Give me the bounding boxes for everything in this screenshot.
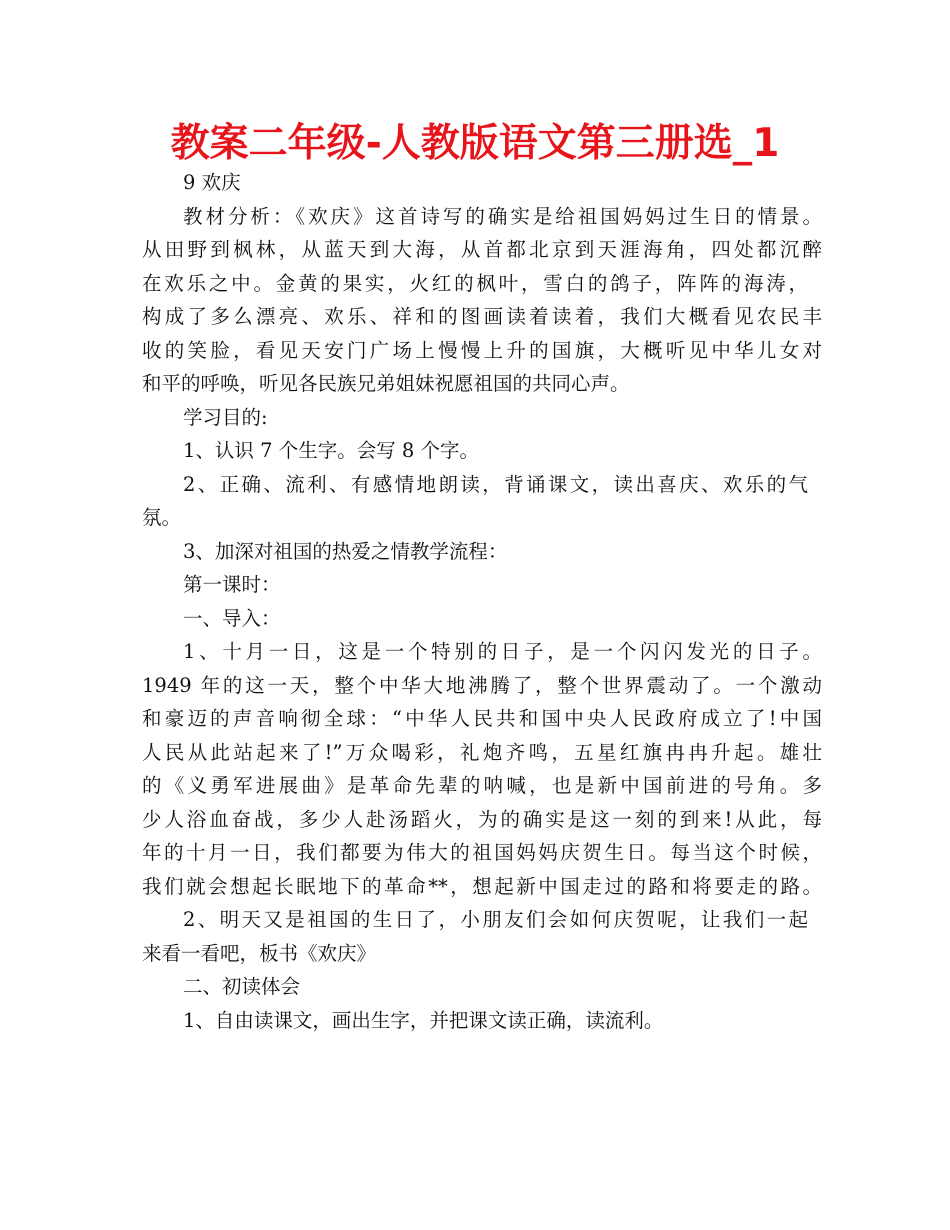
section-heading: 9 欢庆: [183, 171, 241, 194]
paragraph-line: 我们就会想起长眠地下的革命**，想起新中国走过的路和将要走的路。: [142, 874, 822, 898]
paragraph-line: 和平的呼唤，听见各民族兄弟姐妹祝愿祖国的共同心声。: [142, 372, 630, 395]
paragraph-line: 2、正确、流利、有感情地朗读，背诵课文，读出喜庆、欢乐的气: [183, 472, 808, 496]
paragraph-line: 收的笑脸，看见天安门广场上慢慢上升的国旗，大概听见中华儿女对: [142, 338, 822, 362]
paragraph-line: 来看一看吧，板书《欢庆》: [142, 941, 377, 965]
paragraph-line: 年的十月一日，我们都要为伟大的祖国妈妈庆贺生日。每当这个时候，: [142, 841, 822, 864]
paragraph-line: 在欢乐之中。金黄的果实，火红的枫叶，雪白的鸽子，阵阵的海涛，: [142, 271, 808, 295]
paragraph-line: 3、加深对祖国的热爱之情教学流程：: [183, 539, 508, 563]
paragraph-line: 第一课时：: [183, 573, 281, 596]
paragraph-line: 教材分析：《欢庆》这首诗写的确实是给祖国妈妈过生日的情景。: [183, 204, 822, 228]
paragraph-line: 构成了多么漂亮、欢乐、祥和的图画读着读着，我们大概看见农民丰: [142, 305, 822, 328]
paragraph-line: 少人浴血奋战，多少人赴汤蹈火，为的确实是这一刻的到来!从此，每: [142, 807, 822, 831]
paragraph-line: 的《义勇军进展曲》是革命先辈的呐喊，也是新中国前进的号角。多: [142, 774, 822, 797]
paragraph-line: 1、自由读课文，画出生字，并把课文读正确，读流利。: [183, 1008, 664, 1032]
paragraph-line: 氛。: [142, 506, 182, 529]
paragraph-line: 学习目的:: [183, 405, 268, 429]
document-title: 教案二年级-人教版语文第三册选_1: [170, 121, 780, 166]
paragraph-line: 从田野到枫林，从蓝天到大海，从首都北京到天涯海角，四处都沉醉: [142, 238, 822, 261]
paragraph-line: 1、十月一日，这是一个特别的日子，是一个闪闪发光的日子。: [183, 640, 822, 663]
paragraph-line: 1、认识 7 个生字。会写 8 个字。: [183, 439, 480, 462]
paragraph-line: 2、明天又是祖国的生日了，小朋友们会如何庆贺呢，让我们一起: [183, 908, 808, 931]
paragraph-line: 人民从此站起来了!”万众喝彩，礼炮齐鸣，五星红旗冉冉升起。雄壮: [142, 740, 822, 764]
paragraph-line: 1949 年的这一天，整个中华大地沸腾了，整个世界震动了。一个激动: [142, 673, 822, 697]
paragraph-line: 和豪迈的声音响彻全球：“中华人民共和国中央人民政府成立了!中国: [142, 707, 822, 730]
section-heading: 二、初读体会: [183, 975, 301, 998]
paragraph-line: 一、导入：: [183, 606, 281, 630]
document-body: [142, 166, 822, 1037]
